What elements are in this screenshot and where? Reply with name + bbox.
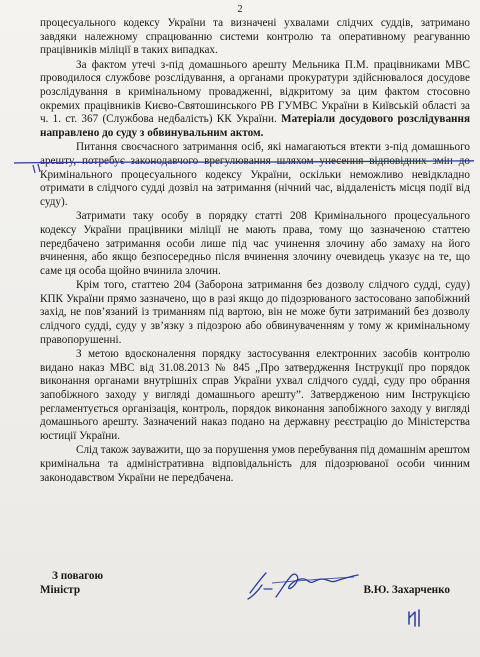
handwritten-initial-icon bbox=[405, 606, 425, 630]
paragraph-2-bold-text: Матеріали досудового розслідування направлено до суду з обвинувальним актом. bbox=[40, 113, 471, 139]
paragraph-6-text: З метою вдосконалення порядку застосування електронних засобів контролю видано наказ МВС від 31.08.2013 № 845 „Про затвердження Інструкції про порядок виконання органами внутрішніх справ України ухвал слідчого судді, суду про обрання запобіжного заходу у вигляді домашнього арешту”. Затвердженою ним Інструкцією регламентується організація, контроль, порядок виконання запобіжного заходу у вигляді домашнього арешту. Зазначений наказ подано на державну реєстрацію до Міністерства юстиції України. bbox=[40, 348, 470, 442]
paragraph-3-text: Питання своєчасного затримання осіб, які намагаються втекти з-під домашнього арешту, потребує законодавчого врегулювання шляхом унесення відповідних змін до Кримінального процесуального кодексу України, оскільки неможливо невідкладно отримати в слідчого судді дозвіл на затримання (нічний час, віддаленість місця події від суду). bbox=[40, 141, 470, 208]
paragraph-4-text: Затримати таку особу в порядку статті 208 Кримінального процесуального кодексу України працівники міліції не мають права, тому що зазначеною статтею передбачено затримання особи лише під час учинення злочину або замаху на його вчинення, або якщо безпосередньо після вчинення злочину очевидець указує на те, що саме ця особа щойно вчинила злочин. bbox=[40, 210, 470, 277]
paragraph-4 bbox=[40, 210, 470, 278]
paragraph-3 bbox=[40, 141, 470, 209]
signature-icon bbox=[242, 567, 364, 603]
handwritten-mark-icon bbox=[30, 163, 48, 175]
paragraph-1-text: процесуального кодексу України та визначені ухвалами слідчих суддів, затримано завдяки належному спрацюванню системи контролю та оперативному реагуванню працівників міліції в таких випадках. bbox=[40, 17, 470, 57]
paragraph-5 bbox=[40, 279, 470, 347]
paragraph-2 bbox=[40, 59, 470, 141]
signer-position: Міністр bbox=[40, 583, 81, 596]
signer-name: В.Ю. Захарченко bbox=[363, 583, 450, 596]
ink-underline-stroke bbox=[14, 159, 474, 165]
paragraph-7-text: Слід також зауважити, що за порушення умов перебування під домашнім арештом кримінальна та адміністративна відповідальність для підозрюваної особи чинним законодавством України не передбачена. bbox=[40, 444, 470, 484]
paragraph-6 bbox=[40, 348, 470, 443]
document-body bbox=[40, 17, 470, 486]
paragraph-5-text: Крім того, статтею 204 (Заборона затримання без дозволу слідчого судді, суду) КПК України прямо зазначено, що в разі якщо до підозрюваного застосовано запобіжний захід, не пов’язаний із триманням під вартою, він не може бути затриманий без дозволу слідчого судді, суду у зв’язку з підозрою або обвинуваченням у тому ж кримінальному правопорушенні. bbox=[40, 279, 470, 346]
paragraph-2-text: За фактом утечі з-під домашнього арешту Мельника П.М. працівниками МВС проводилося службове розслідування, а органами прокуратури здійснювалося досудове розслідування в кримінальному провадженні, відкритому за цим фактом стосовно окремих працівників Києво-Святошинського РВ ГУМВС України в Київській області за ч. 1. ст. 367 (Службова недбалість) КК України. bbox=[40, 58, 470, 126]
page-number: 2 bbox=[237, 4, 243, 15]
closing-greeting: З повагою bbox=[52, 570, 104, 582]
paragraph-1 bbox=[40, 17, 470, 58]
paragraph-7 bbox=[40, 444, 470, 485]
